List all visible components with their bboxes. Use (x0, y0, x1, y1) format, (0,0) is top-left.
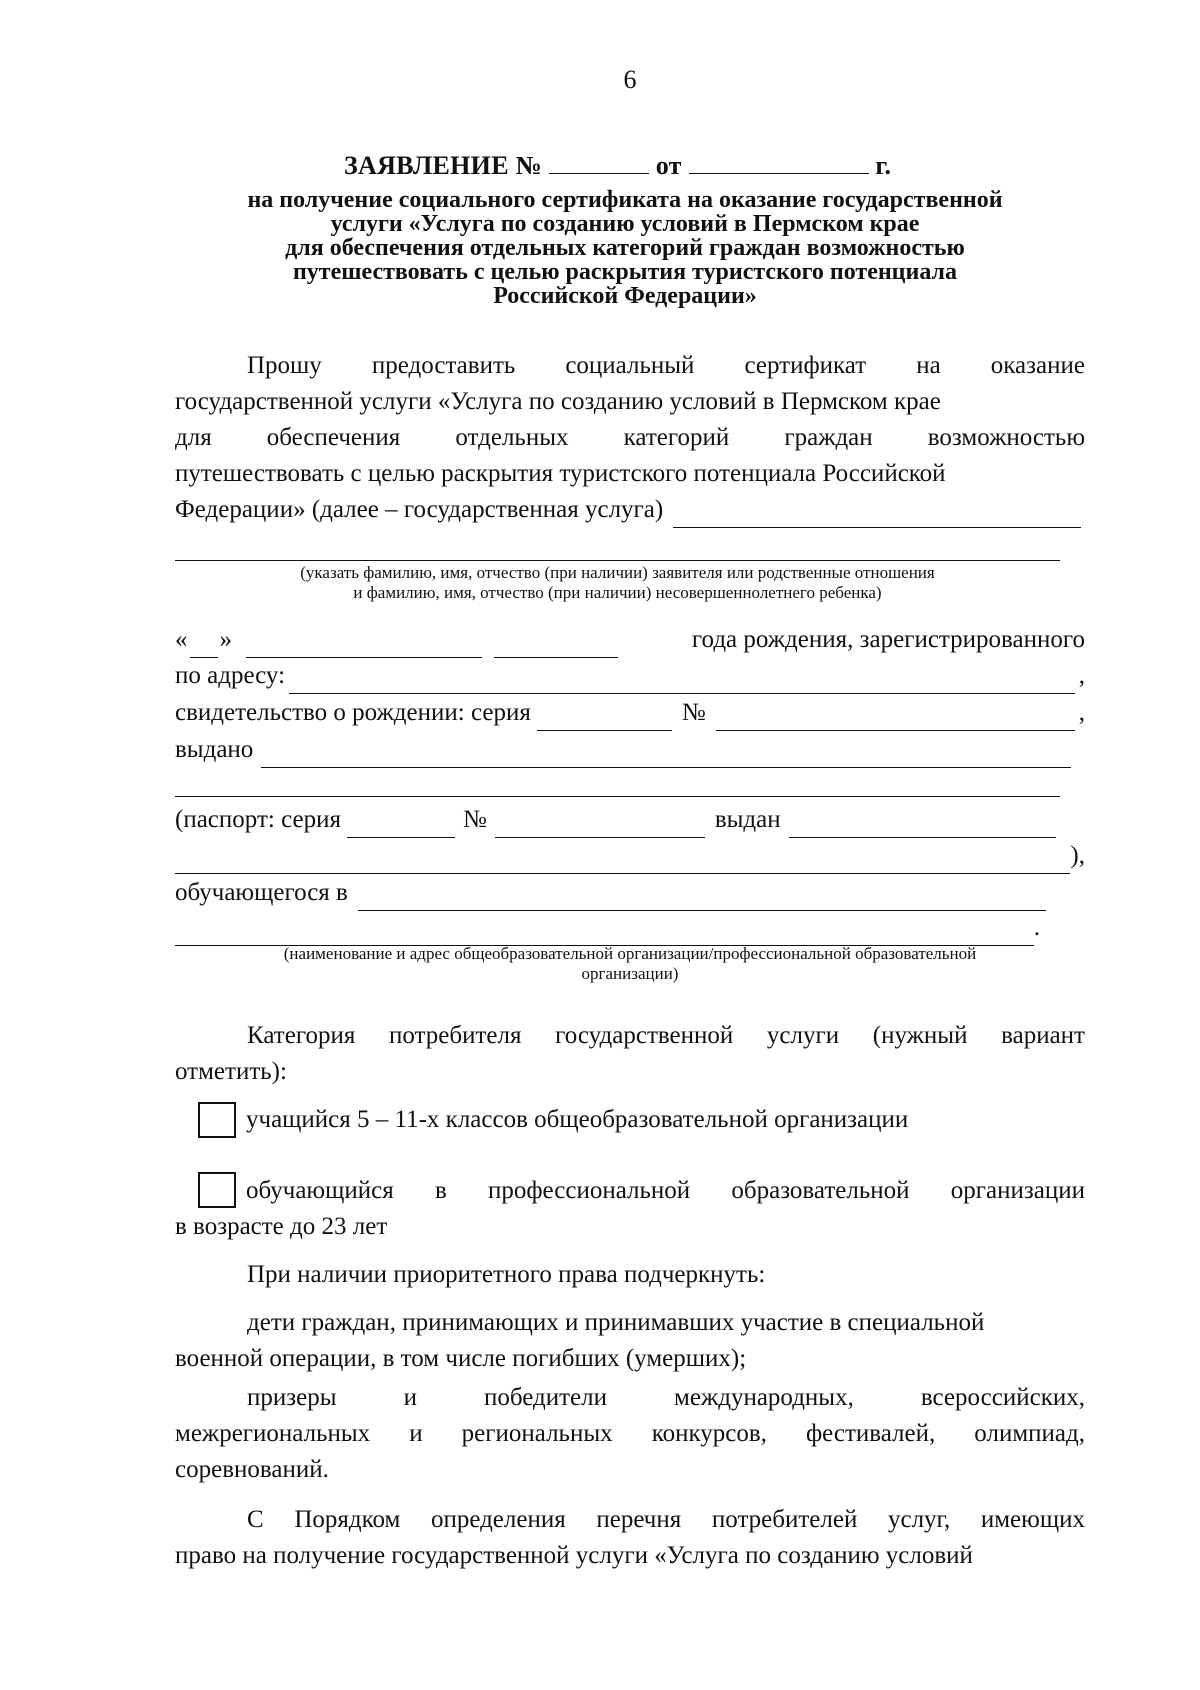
word: региональных (461, 1420, 613, 1447)
issued-line-2[interactable] (175, 796, 1060, 797)
note-line: организации) (581, 964, 679, 983)
word: отдельных (455, 424, 569, 451)
word: сертификат (744, 352, 867, 379)
school-continuation-row (175, 910, 1040, 946)
word: обучающийся (246, 1177, 394, 1204)
organization-note (175, 944, 1085, 984)
birth-text: года рождения, зарегистрированного (691, 626, 1085, 653)
word: перечня (596, 1506, 682, 1533)
studying-label: обучающегося в (175, 879, 348, 906)
word: возможностью (927, 424, 1085, 451)
word: услуг, (887, 1506, 951, 1533)
word: оказание (990, 352, 1085, 379)
birth-cert-series-field[interactable] (537, 706, 672, 731)
studying-row (175, 875, 1050, 911)
passport-label: (паспорт: серия (175, 806, 341, 833)
quote-open: « (175, 626, 188, 653)
priority-line: военной операции, в том числе погибших (умерших); (175, 1345, 747, 1372)
word: государственной (555, 1022, 734, 1049)
issued-row (175, 732, 1075, 768)
passport-issued-label: выдан (714, 806, 781, 833)
word: межрегиональных (175, 1420, 371, 1447)
address-label: по адресу: (175, 662, 286, 689)
document-subtitle (160, 188, 1090, 308)
priority-item-svo[interactable] (175, 1305, 1085, 1377)
word: и (409, 1420, 423, 1447)
passport-number-field[interactable] (495, 813, 705, 838)
word: имеющих (980, 1506, 1085, 1533)
closing-paragraph (175, 1502, 1085, 1574)
birth-cert-issued-field[interactable] (261, 743, 1071, 768)
note-line: (указать фамилию, имя, отчество (при наличии) заявителя или родственные отношения (300, 563, 935, 582)
applicant-note (175, 563, 1060, 603)
subtitle-line: услуги «Услуга по созданию условий в Пермском крае (330, 211, 920, 237)
closing-line: право на получение государственной услуги «Услуга по созданию условий (175, 1542, 973, 1569)
passport-series-field[interactable] (347, 813, 455, 838)
priority-line: соревнований. (175, 1456, 329, 1483)
quote-close: » (219, 626, 232, 653)
word: в (434, 1177, 447, 1204)
option-college-label (246, 1173, 1085, 1209)
word: образовательной (731, 1177, 910, 1204)
word: и (403, 1384, 417, 1411)
intro-line: Федерации» (далее – государственная услуга) (175, 496, 664, 523)
title-from: от (655, 151, 682, 180)
note-line: и фамилию, имя, отчество (при наличии) несовершеннолетнего ребенка) (353, 583, 882, 602)
birth-year-field[interactable] (494, 633, 618, 658)
page-number: 6 (623, 65, 637, 94)
priority-item-winners[interactable] (175, 1380, 1085, 1488)
number-sign: № (681, 699, 706, 726)
option-college-checkbox[interactable] (198, 1172, 236, 1208)
school-field-2[interactable] (175, 921, 1034, 946)
word: социальный (565, 352, 695, 379)
applicant-name-field[interactable] (673, 503, 1081, 528)
word: Категория (247, 1022, 356, 1049)
word: организации (950, 1177, 1085, 1204)
number-sign: № (462, 806, 487, 833)
birth-month-field[interactable] (246, 633, 482, 658)
word: для (175, 424, 212, 451)
passport-issued-field-2[interactable] (175, 849, 1070, 874)
address-row (175, 658, 1085, 694)
application-number-field[interactable] (549, 151, 649, 174)
birth-day-field[interactable] (190, 633, 218, 658)
word: предоставить (371, 352, 516, 379)
word: граждан (784, 424, 873, 451)
word: потребителей (711, 1506, 858, 1533)
title-suffix: г. (875, 151, 892, 180)
category-paragraph (175, 1018, 1085, 1090)
word: конкурсов, (651, 1420, 767, 1447)
word: Прошу (247, 352, 322, 379)
comma: , (1078, 662, 1085, 689)
word: международных, (674, 1384, 854, 1411)
word: победители (483, 1384, 607, 1411)
word: призеры (247, 1384, 337, 1411)
word: определения (430, 1506, 566, 1533)
issued-label: выдано (175, 736, 254, 763)
word: Порядком (294, 1506, 401, 1533)
note-line: (наименование и адрес общеобразовательной организации/профессиональной образовательной (283, 944, 977, 963)
priority-line: дети граждан, принимающих и принимавших участие в специальной (247, 1309, 985, 1336)
comma: , (1078, 699, 1085, 726)
birth-certificate-row (175, 695, 1085, 731)
intro-line: государственной услуги «Услуга по созданию условий в Пермском крае (175, 388, 941, 415)
passport-row (175, 802, 1060, 838)
subtitle-line: на получение социального сертификата на оказание государственной (247, 187, 1003, 213)
word: С (247, 1506, 264, 1533)
word: фестивалей, (805, 1420, 936, 1447)
subtitle-line: путешествовать с целью раскрытия туристского потенциала (292, 259, 958, 285)
subtitle-line: для обеспечения отдельных категорий граждан возможностью (285, 235, 965, 261)
passport-issued-field[interactable] (789, 813, 1056, 838)
word: обеспечения (266, 424, 401, 451)
word: вариант (1001, 1022, 1085, 1049)
applicant-name-line-2[interactable] (175, 560, 1060, 561)
passport-continuation-row (175, 838, 1085, 874)
word: олимпиад, (974, 1420, 1085, 1447)
intro-line: путешествовать с целью раскрытия туристского потенциала Российской (175, 460, 946, 487)
close-paren: ), (1070, 842, 1085, 869)
period: . (1033, 914, 1040, 941)
school-field[interactable] (358, 886, 1046, 911)
birth-date-row (175, 622, 1085, 658)
birth-cert-number-field[interactable] (716, 706, 1075, 731)
word: категорий (623, 424, 730, 451)
intro-paragraph (175, 348, 1085, 528)
application-date-field[interactable] (689, 151, 869, 174)
subtitle-line: Российской Федерации» (493, 283, 757, 309)
birth-cert-label: свидетельство о рождении: серия (175, 699, 531, 726)
category-line: отметить): (175, 1058, 287, 1085)
option-school-label: учащийся 5 – 11-х классов общеобразовательной организации (246, 1106, 909, 1133)
priority-heading: При наличии приоритетного права подчеркнуть: (247, 1261, 766, 1288)
title-prefix: ЗАЯВЛЕНИЕ № (344, 151, 543, 180)
word: (нужный (872, 1022, 968, 1049)
word: всероссийских, (920, 1384, 1085, 1411)
option-college-label-2: в возрасте до 23 лет (175, 1213, 388, 1240)
address-field[interactable] (289, 669, 1075, 694)
document-title (344, 148, 891, 184)
word: услуги (766, 1022, 840, 1049)
option-school-checkbox[interactable] (198, 1102, 236, 1138)
word: потребителя (388, 1022, 522, 1049)
word: на (916, 352, 941, 379)
word: профессиональной (487, 1177, 691, 1204)
